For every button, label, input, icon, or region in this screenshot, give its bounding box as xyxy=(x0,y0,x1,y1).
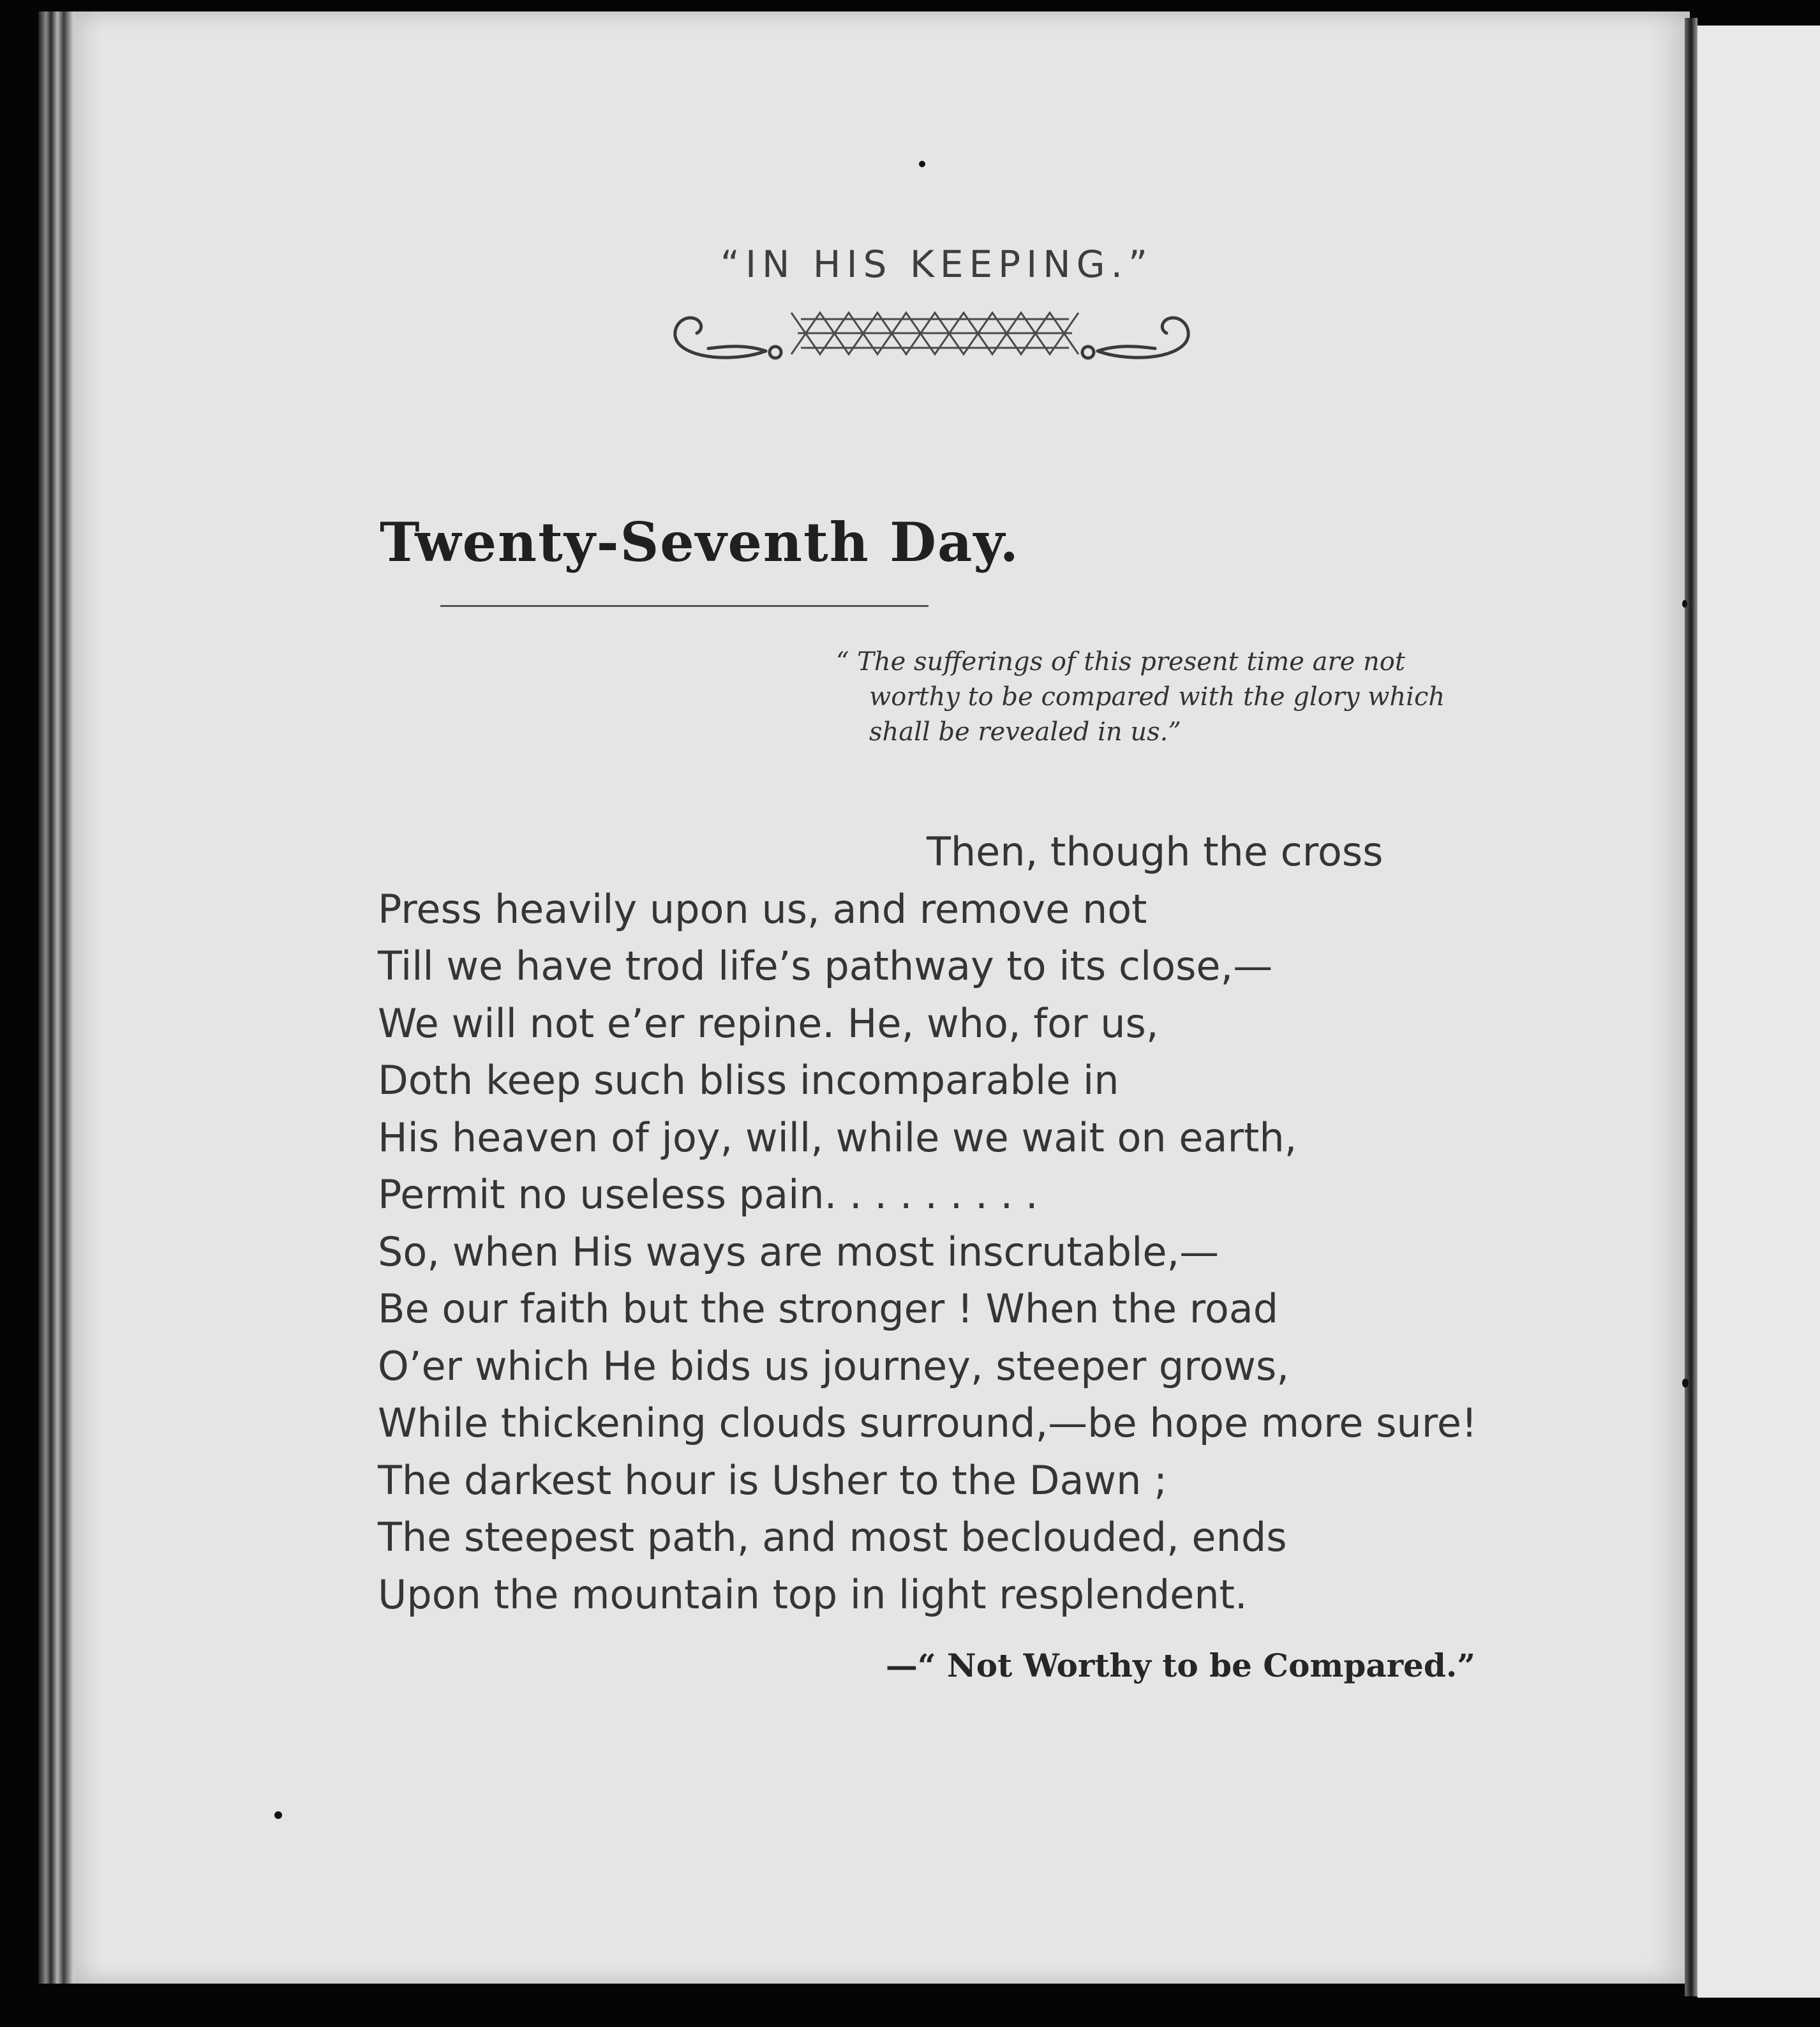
poem-line: Till we have trod life’s pathway to its close,— xyxy=(378,943,1273,989)
poem-line: Then, though the cross xyxy=(927,828,1384,875)
poem-line: We will not e’er repine. He, who, for us, xyxy=(378,999,1159,1047)
scan-speck xyxy=(1682,1379,1689,1387)
scan-speck xyxy=(919,161,925,167)
epigraph-quote xyxy=(836,645,1493,750)
poem-line: The darkest hour is Usher to the Dawn ; xyxy=(378,1456,1168,1504)
running-header-title: “IN HIS KEEPING.” xyxy=(720,243,1154,286)
epigraph-line: shall be revealed in us.” xyxy=(869,717,1181,747)
poem-line: Upon the mountain top in light resplendent. xyxy=(378,1571,1248,1618)
decorative-ornament xyxy=(670,300,1193,370)
poem-line: The steepest path, and most beclouded, ends xyxy=(378,1514,1287,1560)
poem-line: His heaven of joy, will, while we wait on earth, xyxy=(378,1114,1297,1161)
epigraph-line: “ The sufferings of this present time are not xyxy=(836,647,1405,677)
poem-body xyxy=(378,823,1514,1623)
poem-line: Permit no useless pain. . . . . . . . . xyxy=(378,1171,1038,1218)
book-gutter xyxy=(1685,18,1697,1996)
poem-line: While thickening clouds surround,—be hope more sure! xyxy=(378,1400,1477,1446)
day-heading: Twenty-Seventh Day. xyxy=(380,511,1020,574)
poem-line: Be our faith but the stronger ! When the road xyxy=(378,1285,1279,1332)
poem-line: So, when His ways are most inscrutable,— xyxy=(378,1228,1220,1275)
poem-attribution: —“ Not Worthy to be Compared.” xyxy=(885,1647,1475,1684)
facing-page-edge xyxy=(1697,26,1820,1998)
poem-line: Doth keep such bliss incomparable in xyxy=(378,1057,1119,1103)
heading-underline xyxy=(440,605,929,607)
poem-line: Press heavily upon us, and remove not xyxy=(378,885,1147,932)
scan-speck xyxy=(274,1811,282,1819)
epigraph-line: worthy to be compared with the glory which xyxy=(869,682,1445,712)
scan-speck xyxy=(1682,600,1687,608)
poem-line: O’er which He bids us journey, steeper grows, xyxy=(378,1342,1290,1389)
